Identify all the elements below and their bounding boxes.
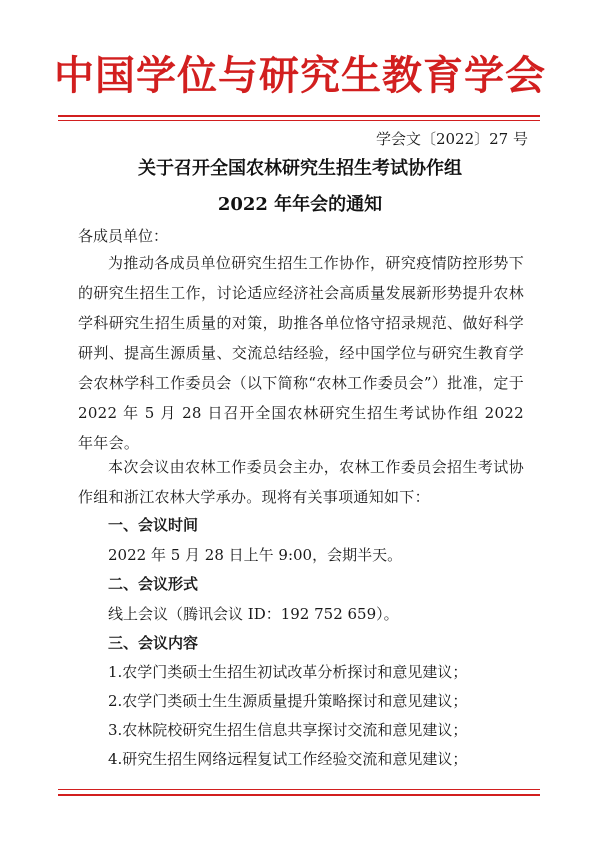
organization-title: 中国学位与研究生教育学会 (54, 52, 546, 99)
notice-title-line-2: 2022 年年会的通知 (217, 194, 383, 215)
notice-title-line-1: 关于召开全国农林研究生招生考试协作组 (138, 158, 462, 179)
footer-rule-thick (58, 794, 540, 796)
content-item-1: 1.农学门类硕士生招生初试改革分析探讨和意见建议； (108, 663, 468, 681)
organizer-paragraph: 本次会议由农林工作委员会主办，农林工作委员会招生考试协作组和浙江农林大学承办。现将有关事项通知如下： (78, 458, 524, 506)
footer-rule-thin (58, 789, 540, 790)
salutation: 各成员单位： (78, 227, 169, 245)
section-heading-format: 二、会议形式 (108, 575, 199, 593)
document-number: 学会文〔2022〕27 号 (375, 130, 528, 148)
section-heading-content: 三、会议内容 (108, 634, 199, 652)
content-item-3: 3.农林院校研究生招生信息共享探讨交流和意见建议； (108, 721, 468, 739)
header-rule-thin (58, 120, 540, 121)
section-heading-time: 一、会议时间 (108, 516, 199, 534)
content-item-2: 2.农学门类硕士生生源质量提升策略探讨和意见建议； (108, 692, 468, 710)
meeting-time-text: 2022 年 5 月 28 日上午 9:00，会期半天。 (108, 546, 403, 564)
meeting-format-text: 线上会议（腾讯会议 ID：192 752 659）。 (108, 605, 399, 623)
header-rule-thick (58, 115, 540, 117)
intro-paragraph: 为推动各成员单位研究生招生工作协作，研究疫情防控形势下的研究生招生工作，讨论适应经济社会高质量发展新形势提升农林学科研究生招生质量的对策，助推各单位恪守招录规范、做好科学研判、提高生源质量、交流总结经验，经中国学位与研究生教育学会农林学科工作委员会（以下简称“农林工作委员会”）批准，定于 2022 年 5 月 28 日召开全国农林研究生招生考试协作组 2022 年年会。 (78, 254, 524, 452)
content-item-4: 4.研究生招生网络远程复试工作经验交流和意见建议； (108, 750, 468, 768)
